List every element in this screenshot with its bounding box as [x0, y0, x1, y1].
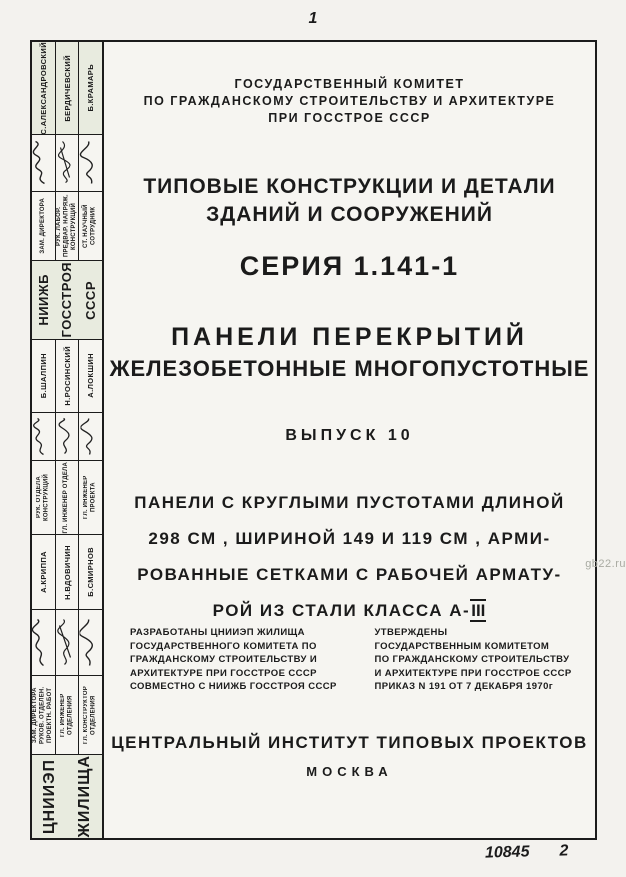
name-cell — [32, 340, 56, 411]
titleblock-signatures-row — [32, 135, 102, 192]
title-block — [32, 42, 104, 838]
signature — [79, 413, 102, 461]
page-number: 1 — [308, 10, 318, 27]
titleblock-roles-row — [32, 461, 102, 535]
description-line: 298 СМ , ШИРИНОЙ 149 И 119 СМ , АРМИ- — [148, 529, 551, 548]
person-name: А.КРИППА — [38, 551, 48, 594]
name-cell — [79, 535, 102, 608]
signature-icon — [79, 140, 102, 186]
person-name: Б.СМИРНОВ — [86, 547, 96, 598]
person-role: ГЛ. ИНЖЕНЕР ОТДЕЛА — [63, 462, 70, 534]
description-line: ПАНЕЛИ С КРУГЛЫМИ ПУСТОТАМИ ДЛИНОЙ — [134, 493, 565, 512]
person-name: БЕРДИЧЕВСКИЙ — [62, 54, 72, 122]
developed-line: ГОСУДАРСТВЕННОГО КОМИТЕТА ПО — [130, 640, 317, 652]
heading-line: ТИПОВЫЕ КОНСТРУКЦИИ И ДЕТАЛИ — [143, 175, 556, 198]
document-heading — [104, 173, 595, 229]
role-cell — [56, 461, 80, 534]
org-name: ЖИЛИЩА — [75, 755, 93, 838]
publisher-city: МОСКВА — [306, 764, 393, 779]
approved-line: ПО ГРАЖДАНСКОМУ СТРОИТЕЛЬСТВУ — [374, 654, 570, 665]
org-line — [79, 261, 102, 339]
signature-icon — [56, 618, 79, 668]
person-role: ГЛ. ИНЖЕНЕР ОТДЕЛЕНИЯ — [59, 693, 73, 738]
signature-icon — [79, 618, 102, 668]
titleblock-roles-row — [32, 192, 102, 261]
person-name: Б.ШАЛПИН — [38, 353, 48, 399]
name-cell — [32, 42, 56, 134]
org-name: СССР — [82, 280, 98, 320]
heading-line: ЗДАНИЙ И СООРУЖЕНИЙ — [206, 203, 493, 226]
titleblock-names-row — [32, 535, 102, 609]
issue-label: ВЫПУСК 10 — [285, 427, 414, 444]
approved-line: И АРХИТЕКТУРЕ ПРИ ГОССТРОЕ СССР — [374, 667, 572, 679]
committee-line: ПРИ ГОССТРОЕ СССР — [268, 111, 431, 125]
name-cell — [79, 340, 102, 411]
role-cell — [56, 192, 80, 260]
approved-line: ГОСУДАРСТВЕННЫМ КОМИТЕТОМ — [374, 640, 550, 652]
committee-header — [104, 76, 595, 127]
name-cell — [32, 535, 56, 608]
org-name: ЦНИИЭП — [40, 759, 58, 835]
titleblock-names-row — [32, 42, 102, 135]
signature-icon — [32, 618, 55, 668]
developed-line: ГРАЖДАНСКОМУ СТРОИТЕЛЬСТВУ И — [130, 654, 318, 665]
titleblock-roles-row — [32, 676, 102, 755]
person-role: ГЛ. КОНСТРУКТОР ОТДЕЛЕНИЯ — [83, 686, 97, 745]
developed-line: СОВМЕСТНО С НИИЖБ ГОССТРОЯ СССР — [130, 681, 337, 692]
signature — [79, 135, 102, 191]
person-name: Н.РОСИНСКИЙ — [62, 345, 72, 406]
signature — [56, 413, 80, 461]
name-cell — [56, 42, 80, 134]
panel-description — [104, 485, 595, 629]
role-cell — [32, 676, 56, 754]
signature-icon — [80, 416, 101, 456]
subject-line: ПАНЕЛИ ПЕРЕКРЫТИЙ — [171, 323, 528, 351]
role-cell — [79, 461, 102, 534]
signature-icon — [56, 140, 79, 186]
steel-class-numeral: III — [471, 601, 486, 620]
person-role: ЗАМ. ДИРЕКТОРА — [39, 197, 46, 254]
org-line — [32, 755, 67, 838]
person-role: ГЛ. ИНЖЕНЕР ПРОЕКТА — [83, 476, 97, 520]
signature — [32, 135, 56, 191]
developed-line: РАЗРАБОТАНЫ ЦНИИЭП ЖИЛИЩА — [130, 627, 305, 638]
developed-line: АРХИТЕКТУРЕ ПРИ ГОССТРОЕ СССР — [130, 667, 317, 679]
footer-handwritten-numbers — [485, 841, 605, 862]
doc-number: 10845 — [484, 843, 530, 862]
org-name: НИИЖБ — [36, 274, 52, 326]
titleblock-signatures-row — [32, 610, 102, 677]
signature-icon — [33, 416, 54, 456]
subject-title — [104, 320, 595, 384]
approvals-section — [130, 626, 587, 694]
description-line — [104, 593, 595, 629]
org-niizhb-block — [32, 261, 102, 340]
description-line: РОВАННЫЕ СЕТКАМИ С РАБОЧЕЙ АРМАТУ- — [137, 565, 562, 584]
person-name: А.ЛОКШИН — [86, 353, 96, 399]
developed-by-block — [130, 626, 343, 694]
org-name: ГОССТРОЯ — [59, 262, 75, 338]
titleblock-signatures-row — [32, 413, 102, 462]
person-role: ЗАМ. ДИРЕКТОРА РУКОВ. ОТДЕЛЕН. ПРОЕКТН. РАБОТ — [32, 686, 54, 745]
steel-class-prefix: РОЙ ИЗ СТАЛИ КЛАССА А- — [212, 601, 471, 620]
role-cell — [32, 192, 56, 260]
name-cell — [56, 535, 80, 608]
name-cell — [56, 340, 80, 411]
role-cell — [79, 192, 102, 260]
person-name: С.АЛЕКСАНДРОВСКИЙ — [38, 42, 48, 134]
person-role: РУК. ОТДЕЛА КОНСТРУКЦИЙ — [35, 474, 50, 522]
signature-icon — [32, 140, 55, 186]
person-role: РУК. ЛАБОР. ПРЕДВАР. НАПРЯЖ. КОНСТРУКЦИЙ — [55, 194, 77, 258]
sheet-number: 2 — [559, 842, 569, 860]
signature-icon — [57, 416, 78, 456]
signature — [56, 610, 80, 676]
series-title: СЕРИЯ 1.141-1 — [239, 251, 460, 281]
publisher-name: ЦЕНТРАЛЬНЫЙ ИНСТИТУТ ТИПОВЫХ ПРОЕКТОВ — [111, 733, 588, 752]
titleblock-names-row — [32, 340, 102, 412]
watermark: gb22.ru — [585, 558, 626, 570]
org-line — [55, 261, 78, 339]
approved-by-block — [375, 626, 588, 694]
signature — [56, 135, 80, 191]
approved-line: УТВЕРЖДЕНЫ — [374, 627, 448, 638]
org-line — [67, 755, 102, 838]
committee-line: ГОСУДАРСТВЕННЫЙ КОМИТЕТ — [234, 77, 465, 91]
person-name: Н.ВДОВИЧИН — [62, 544, 72, 600]
role-cell — [56, 676, 80, 754]
signature — [32, 610, 56, 676]
main-content — [104, 42, 595, 838]
org-line — [32, 261, 55, 339]
person-name: Б.КРАМАРЬ — [86, 64, 96, 112]
signature — [79, 610, 102, 676]
role-cell — [79, 676, 102, 754]
committee-line: ПО ГРАЖДАНСКОМУ СТРОИТЕЛЬСТВУ И АРХИТЕКТУРЕ — [143, 94, 556, 108]
org-tsniiep-block — [32, 755, 102, 838]
name-cell — [79, 42, 102, 134]
approved-line: ПРИКАЗ N 191 ОТ 7 ДЕКАБРЯ 1970г — [374, 681, 554, 692]
signature — [32, 413, 56, 461]
document-frame — [30, 40, 597, 840]
subject-line: ЖЕЛЕЗОБЕТОННЫЕ МНОГОПУСТОТНЫЕ — [109, 356, 590, 381]
role-cell — [32, 461, 56, 534]
person-role: СТ. НАУЧНЫЙ СОТРУДНИК — [83, 203, 97, 248]
